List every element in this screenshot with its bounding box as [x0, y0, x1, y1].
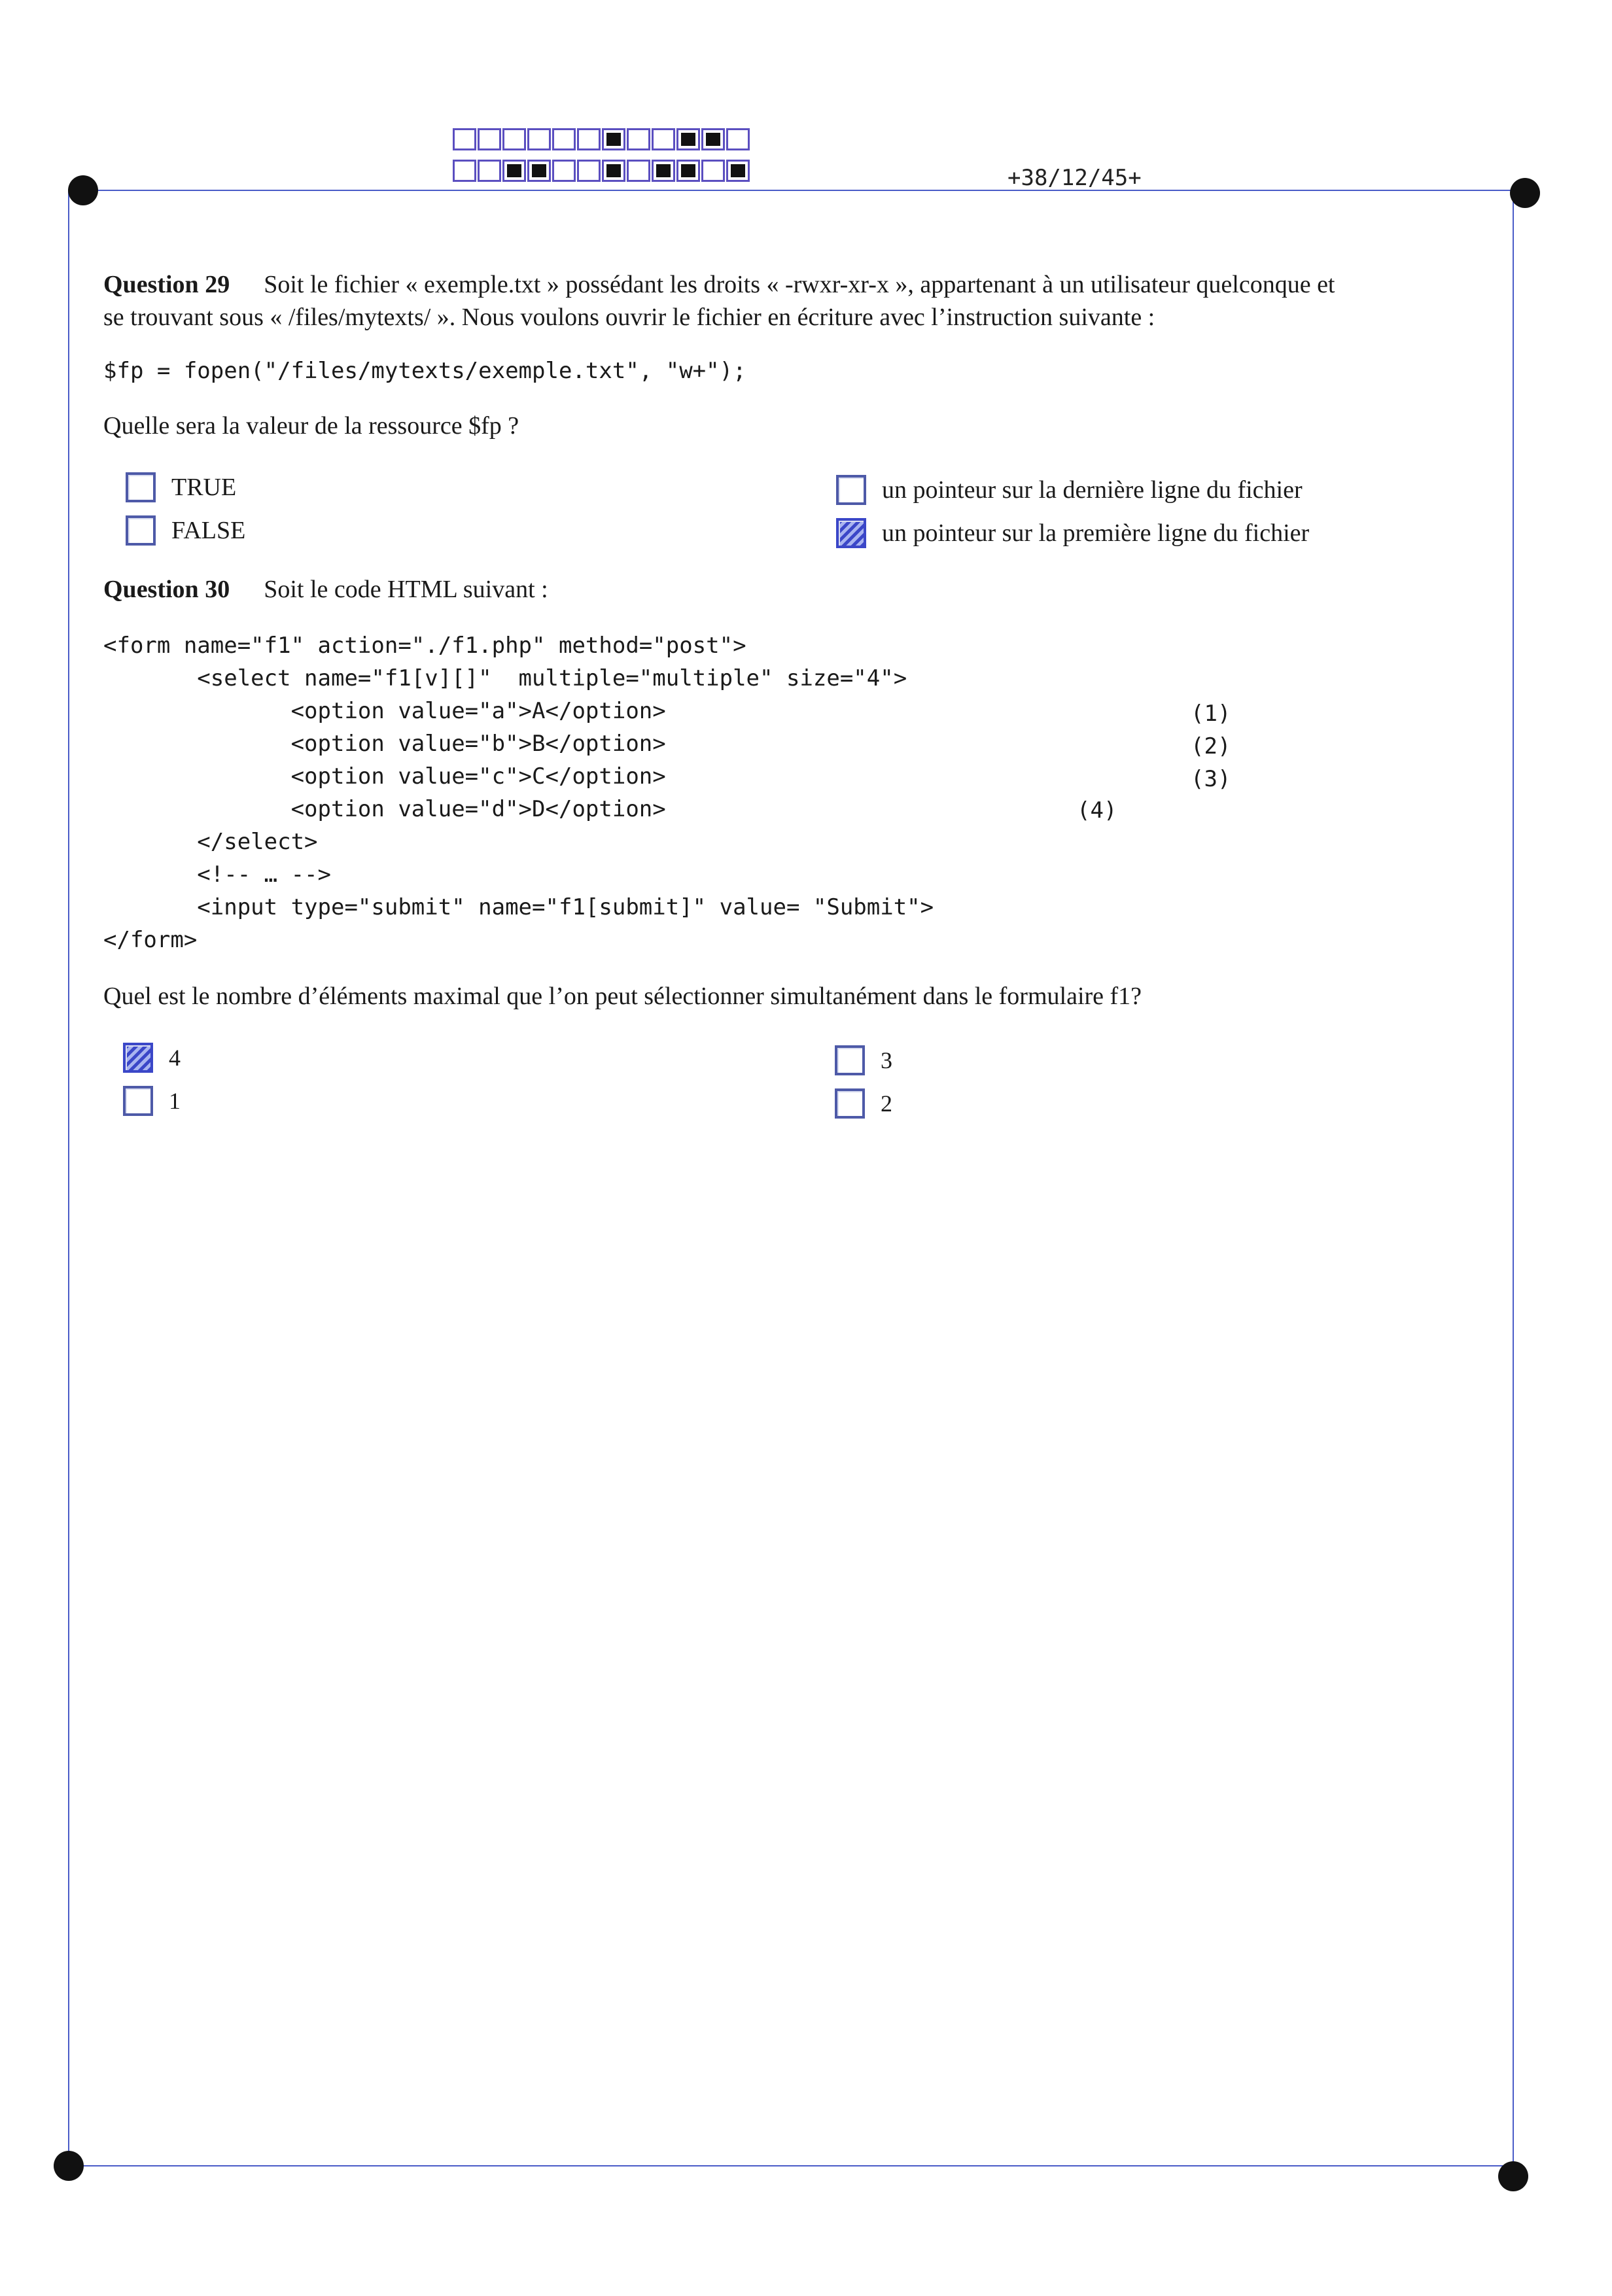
- code-line-6: <option value="d">D</option>: [103, 796, 666, 822]
- bit-empty: [453, 160, 476, 182]
- question-29-code: $fp = fopen("/files/mytexts/exemple.txt", "w+");: [103, 358, 746, 384]
- q29-choice-last-line[interactable]: [836, 475, 1303, 505]
- bit-empty: [502, 128, 526, 150]
- frame-right-line: [1513, 190, 1514, 2166]
- bit-filled: [676, 128, 700, 150]
- bit-empty: [577, 128, 601, 150]
- question-29-text-1: Soit le fichier « exemple.txt » possédant les droits « -rwxr-xr-x », appartenant à un utilisateur quelconque et: [264, 271, 1335, 298]
- choice-label: 4: [169, 1045, 181, 1071]
- choice-label: un pointeur sur la dernière ligne du fichier: [882, 476, 1303, 504]
- checkbox[interactable]: [123, 1086, 153, 1116]
- choice-label: TRUE: [171, 474, 237, 501]
- line-mark-3: (3): [1191, 766, 1231, 792]
- bit-empty: [552, 128, 576, 150]
- frame-top-line: [84, 190, 1526, 191]
- q29-choice-true[interactable]: [126, 472, 236, 502]
- q30-choice-4[interactable]: [123, 1043, 181, 1073]
- bit-filled: [652, 160, 675, 182]
- frame-bottom-line: [68, 2165, 1514, 2166]
- choice-label: 1: [169, 1088, 181, 1114]
- code-line-8: <!-- … -->: [103, 861, 331, 888]
- corner-mark-bottom-right: [1498, 2161, 1528, 2191]
- checkbox-checked[interactable]: [836, 518, 866, 548]
- choice-label: un pointeur sur la première ligne du fichier: [882, 519, 1310, 547]
- bit-filled: [527, 160, 551, 182]
- line-mark-1: (1): [1191, 701, 1231, 727]
- code-line-7: </select>: [103, 829, 318, 855]
- choice-label: 2: [881, 1090, 892, 1117]
- question-30-line: [103, 573, 548, 606]
- choice-label: FALSE: [171, 517, 246, 544]
- q29-choice-false[interactable]: [126, 515, 245, 546]
- q29-choice-first-line[interactable]: [836, 518, 1309, 548]
- id-bits-row-2: [453, 160, 751, 182]
- bit-filled: [602, 160, 625, 182]
- question-30-label: Question 30: [103, 576, 230, 603]
- code-line-10: </form>: [103, 927, 198, 953]
- bit-filled: [502, 160, 526, 182]
- bit-empty: [726, 128, 750, 150]
- q30-choice-3[interactable]: [835, 1045, 892, 1075]
- code-line-1: <form name="f1" action="./f1.php" method="post">: [103, 633, 746, 659]
- corner-mark-top-left: [68, 175, 98, 205]
- bit-empty: [478, 160, 501, 182]
- frame-left-line: [68, 190, 69, 2166]
- bit-empty: [701, 160, 725, 182]
- code-line-4: <option value="b">B</option>: [103, 731, 666, 757]
- bit-empty: [527, 128, 551, 150]
- q30-choice-1[interactable]: [123, 1086, 181, 1116]
- question-29-line-1: [103, 268, 1335, 301]
- question-29-label: Question 29: [103, 271, 230, 298]
- code-line-9: <input type="submit" name="f1[submit]" value= "Submit">: [103, 894, 934, 920]
- checkbox[interactable]: [126, 472, 156, 502]
- line-mark-4: (4): [1077, 797, 1117, 824]
- bit-filled: [602, 128, 625, 150]
- bit-empty: [627, 160, 650, 182]
- question-29-text-2: se trouvant sous « /files/mytexts/ ». Nous voulons ouvrir le fichier en écriture avec l’instruction suivante :: [103, 304, 1155, 331]
- bit-filled: [726, 160, 750, 182]
- corner-mark-bottom-left: [54, 2151, 84, 2181]
- choice-label: 3: [881, 1047, 892, 1073]
- bit-empty: [652, 128, 675, 150]
- bit-empty: [627, 128, 650, 150]
- checkbox[interactable]: [835, 1088, 865, 1119]
- q30-choice-2[interactable]: [835, 1088, 892, 1119]
- checkbox[interactable]: [126, 515, 156, 546]
- bit-empty: [552, 160, 576, 182]
- checkbox-checked[interactable]: [123, 1043, 153, 1073]
- bit-empty: [453, 128, 476, 150]
- question-30-prompt: Quel est le nombre d’éléments maximal que l’on peut sélectionner simultanément dans le formulaire f1?: [103, 983, 1142, 1010]
- line-mark-2: (2): [1191, 733, 1231, 759]
- id-bits-row-1: [453, 128, 751, 150]
- code-line-5: <option value="c">C</option>: [103, 763, 666, 790]
- checkbox[interactable]: [836, 475, 866, 505]
- code-line-3: <option value="a">A</option>: [103, 698, 666, 724]
- bit-filled: [676, 160, 700, 182]
- bit-empty: [478, 128, 501, 150]
- bit-filled: [701, 128, 725, 150]
- corner-mark-top-right: [1510, 178, 1540, 208]
- question-30-text: Soit le code HTML suivant :: [264, 576, 548, 603]
- page-id: +38/12/45+: [1008, 165, 1142, 191]
- checkbox[interactable]: [835, 1045, 865, 1075]
- code-line-2: <select name="f1[v][]" multiple="multiple" size="4">: [103, 665, 907, 691]
- bit-empty: [577, 160, 601, 182]
- question-29-prompt: Quelle sera la valeur de la ressource $fp ?: [103, 412, 519, 440]
